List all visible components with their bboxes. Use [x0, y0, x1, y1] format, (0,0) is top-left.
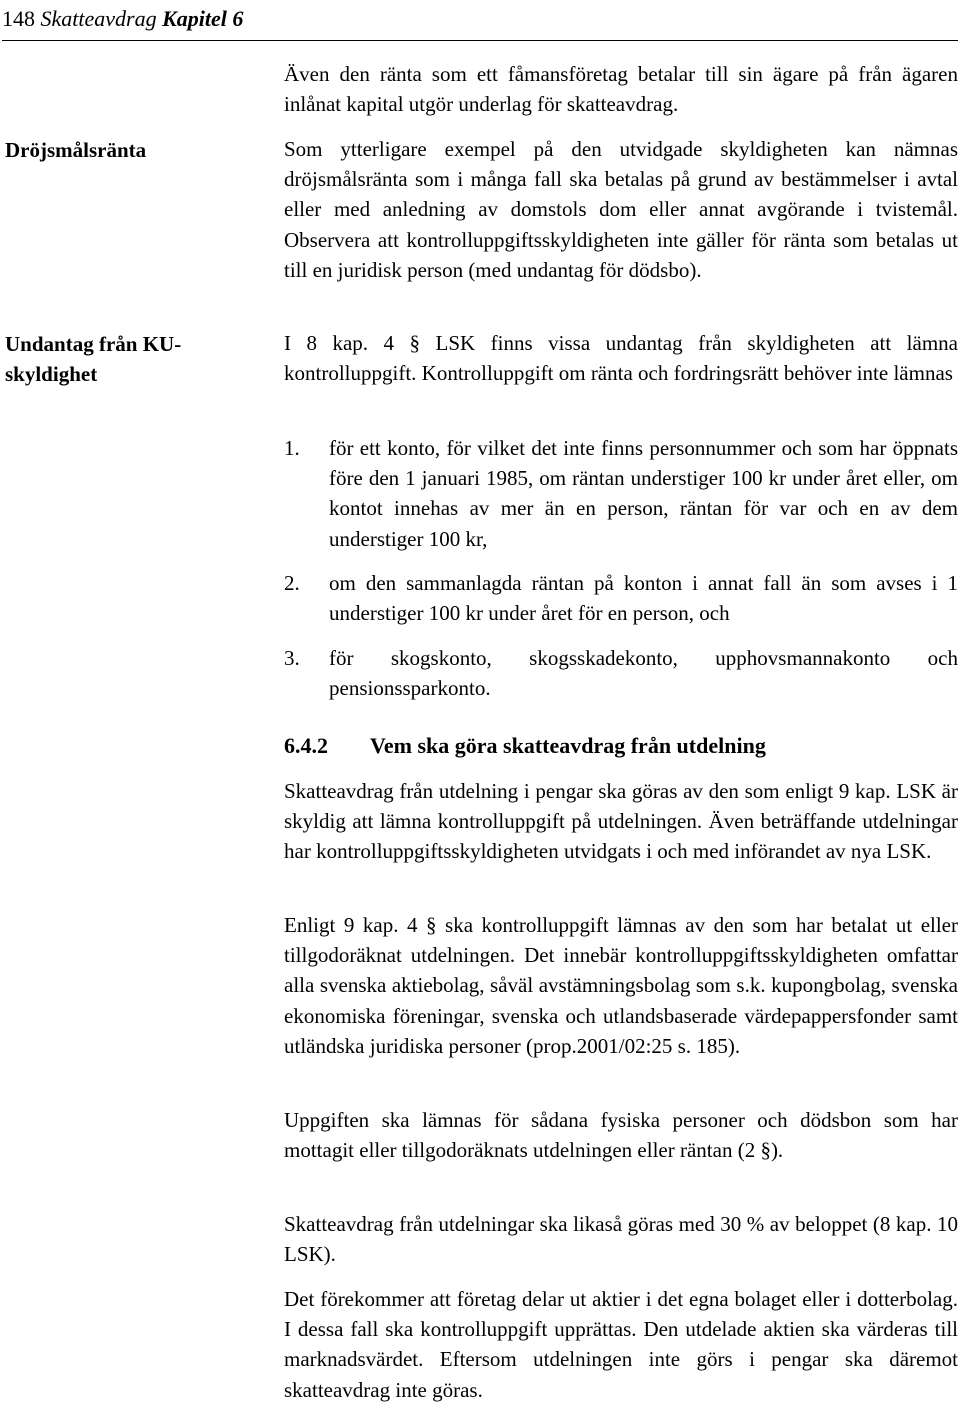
list-item-number: 3.: [284, 646, 300, 670]
running-header: [2, 0, 958, 41]
section-title: Vem ska göra skatteavdrag från utdelning: [370, 733, 766, 758]
margin-note-drojsmalsranta: Dröjsmålsränta: [5, 138, 147, 162]
paragraph-5: Enligt 9 kap. 4 § ska kontrolluppgift lämnas av den som har betalat ut eller tillgodoräknat utdelningen. Det innebär kontrolluppgiftsskyldigheten omfattar alla svenska aktiebolag, såväl avstämningsbolag som s.k. kupongbolag, svenska ekonomiska föreningar, svenska och utlandsbaserade värdepappersfonder samt utländska juridiska personer (prop.2001/02:25 s. 185).: [284, 913, 958, 1058]
list-item-text: om den sammanlagda räntan på konton i annat fall än som avses i 1 understiger 100 kr under året för en person, och: [329, 571, 958, 626]
paragraph-7: Skatteavdrag från utdelningar ska likaså göras med 30 % av beloppet (8 kap. 10 LSK).: [284, 1212, 958, 1267]
paragraph-3: I 8 kap. 4 § LSK finns vissa undantag från skyldigheten att lämna kontrolluppgift. Kontrolluppgift om ränta och fordringsrätt behöver inte lämnas: [284, 331, 958, 386]
list-item-text: för ett konto, för vilket det inte finns personnummer och som har öppnats före den 1 januari 1985, om räntan understiger 100 kr under året eller, om kontot innehas av mer än en person, räntan för var och en av dem understiger 100 kr,: [329, 436, 958, 551]
section-heading: [284, 731, 958, 761]
margin-note-undantag: Undantag från KU-skyldighet: [5, 332, 182, 386]
list-item-number: 1.: [284, 436, 300, 460]
section-number: 6.4.2: [284, 733, 328, 758]
list-item-text: för skogskonto, skogsskadekonto, upphovsmannakonto och pensionssparkonto.: [329, 646, 958, 701]
paragraph-6: Uppgiften ska lämnas för sådana fysiska personer och dödsbon som har mottagit eller tillgodoräknats utdelningen eller räntan (2 §).: [284, 1108, 958, 1163]
list-item-number: 2.: [284, 571, 300, 595]
page-number: 148: [2, 6, 35, 31]
paragraph-1: Även den ränta som ett fåmansföretag betalar till sin ägare på från ägaren inlånat kapital utgör underlag för skatteavdrag.: [284, 62, 958, 117]
running-title-chapter: Kapitel 6: [162, 6, 244, 31]
running-title-prefix: Skatteavdrag: [40, 6, 157, 31]
paragraph-4: Skatteavdrag från utdelning i pengar ska göras av den som enligt 9 kap. LSK är skyldig att lämna kontrolluppgift på utdelningen. Även beträffande utdelningar har kontrolluppgiftsskyldigheten utvidgats i och med införandet av nya LSK.: [284, 779, 958, 864]
paragraph-8: Det förekommer att företag delar ut aktier i det egna bolaget eller i dotterbolag. I dessa fall ska kontrolluppgift upprättas. Den utdelade aktien ska värderas till marknadsvärdet. Eftersom utdelningen inte görs i pengar ska däremot skatteavdrag inte göras.: [284, 1287, 958, 1402]
paragraph-2: Som ytterligare exempel på den utvidgade skyldigheten kan nämnas dröjsmålsränta som i många fall ska betalas på grund av bestämmelser i avtal eller med anledning av domstols dom eller annat avgörande i tvistemål. Observera att kontrolluppgiftsskyldigheten inte gäller för ränta som betalas ut till en juridisk person (med undantag för dödsbo).: [284, 137, 958, 282]
